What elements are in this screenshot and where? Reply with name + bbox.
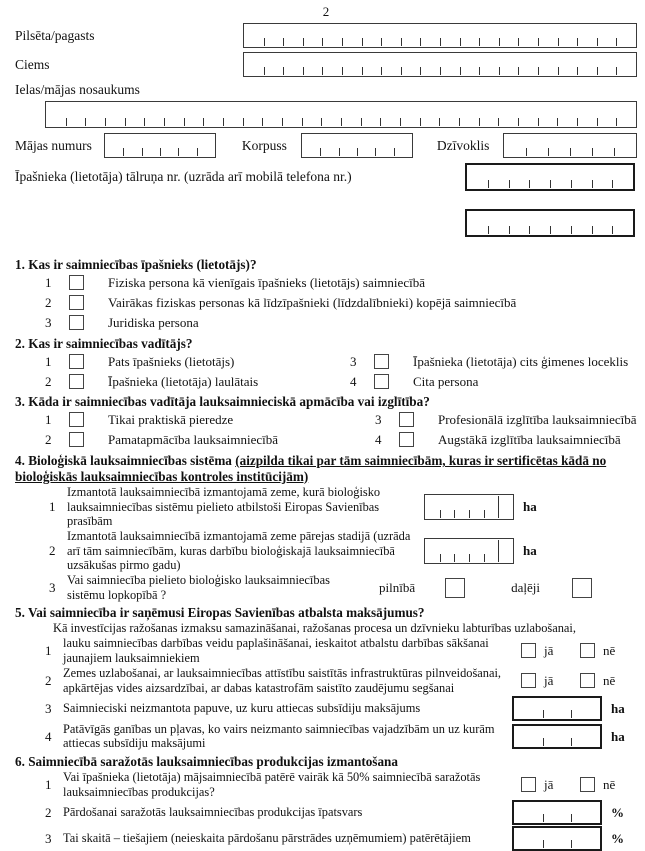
comb-tick [548, 148, 549, 156]
house-number-input[interactable] [104, 133, 216, 158]
q5-item-2 [15, 666, 637, 695]
comb-tick [550, 226, 551, 234]
q4-title-underlined: (aizpilda tikai par tām saimniecībām, kuras ir sertificētas kādā no bioloģiskās lauksaimniecības kontroles institūcijām) [15, 452, 607, 484]
question-2 [15, 336, 637, 392]
q4-item-2-ha-input[interactable] [424, 538, 514, 564]
comb-tick [499, 38, 500, 46]
option-label: Juridiska persona [108, 315, 199, 331]
q3-option-2 [15, 430, 320, 450]
q6-item-3 [15, 826, 637, 851]
comb-tick [616, 67, 617, 75]
question-5 [15, 605, 637, 751]
q2-option-2 [15, 371, 320, 391]
comb-tick [557, 118, 558, 126]
ha-unit-label: ha [611, 728, 625, 744]
comb-tick [264, 38, 265, 46]
comb-tick [526, 148, 527, 156]
comb-tick [282, 118, 283, 126]
option-number: 1 [45, 275, 52, 291]
question-6 [15, 754, 637, 851]
q5-intro: Kā investīcijas ražošanas izmaksu samazināšanai, ražošanas procesa un dzīvnieku labturības uzlabošanai, [53, 620, 576, 635]
comb-tick [469, 554, 470, 562]
item-number: 1 [45, 777, 52, 793]
comb-tick [571, 814, 572, 822]
q6-item-2 [15, 800, 637, 825]
comb-tick [577, 67, 578, 75]
q3-option-3-checkbox[interactable] [399, 412, 414, 427]
street-label: Ielas/mājas nosaukums [15, 82, 140, 98]
option-label: Tikai praktiskā pieredze [108, 412, 234, 428]
partially-label: daļēji [511, 580, 540, 596]
q2-option-3-checkbox[interactable] [374, 354, 389, 369]
q1-option-1 [15, 273, 637, 293]
comb-tick [543, 738, 544, 746]
q1-option-1-checkbox[interactable] [69, 275, 84, 290]
comb-tick [283, 38, 284, 46]
option-label: Īpašnieka (lietotāja) laulātais [108, 373, 259, 389]
comb-tick [518, 67, 519, 75]
q3-option-4-checkbox[interactable] [399, 432, 414, 447]
q4-title [15, 453, 637, 484]
comb-tick [529, 180, 530, 188]
city-label: Pilsēta/pagasts [15, 27, 95, 43]
option-label: Pats īpašnieks (lietotājs) [108, 353, 235, 369]
comb-tick [85, 118, 86, 126]
comb-tick [420, 67, 421, 75]
comb-tick [362, 67, 363, 75]
ha-unit-label: ha [523, 543, 537, 559]
q4-item-1-ha-input[interactable] [424, 494, 514, 520]
q4-item-2 [15, 529, 637, 572]
percent-unit-label: % [611, 831, 624, 846]
q5-item-1-no-checkbox[interactable] [580, 643, 595, 658]
item-number: 3 [45, 700, 52, 716]
question-4 [15, 453, 637, 602]
comb-tick [597, 38, 598, 46]
comb-tick [570, 148, 571, 156]
comb-tick [243, 118, 244, 126]
q2-option-1 [15, 351, 320, 371]
comb-tick [283, 67, 284, 75]
q4-item-3-fully-checkbox[interactable] [445, 578, 465, 598]
item-label: Saimnieciski neizmantota papuve, uz kuru attiecas subsīdiju maksājums [63, 701, 421, 716]
q1-option-3 [15, 313, 637, 333]
comb-tick [144, 118, 145, 126]
comb-tick [339, 148, 340, 156]
option-number: 1 [45, 353, 52, 369]
comb-tick [498, 540, 499, 562]
item-number: 4 [45, 728, 52, 744]
q2-title: 2. Kas ir saimniecības vadītājs? [15, 335, 193, 351]
block-input[interactable] [301, 133, 413, 158]
comb-tick [342, 38, 343, 46]
comb-tick [375, 148, 376, 156]
q3-option-4 [320, 430, 637, 450]
option-number: 4 [375, 432, 382, 448]
option-number: 2 [45, 432, 52, 448]
comb-tick [577, 118, 578, 126]
q6-item-1 [15, 770, 637, 799]
comb-tick [320, 148, 321, 156]
item-number: 1 [49, 499, 56, 515]
q1-option-3-checkbox[interactable] [69, 315, 84, 330]
comb-tick [498, 496, 499, 518]
comb-tick [518, 118, 519, 126]
comb-tick [459, 118, 460, 126]
q6-title: 6. Saimniecībā saražotās lauksaimniecības produkcijas izmantošana [15, 753, 398, 769]
option-number: 3 [350, 353, 357, 369]
comb-tick [612, 226, 613, 234]
item-number: 2 [45, 805, 52, 820]
item-label: Izmantotā lauksaimniecībā izmantojamā zeme pārejas stadijā (uzrāda arī tām saimniecībām, kuras darbību bioloģiskajā lauksaimniecībā uzsākušas pirmo gadu) [67, 529, 411, 573]
comb-tick [223, 118, 224, 126]
comb-tick [529, 226, 530, 234]
q6-item-2-percent-input[interactable] [512, 800, 602, 825]
question-1 [15, 257, 637, 333]
comb-tick [381, 67, 382, 75]
item-number: 2 [49, 543, 56, 559]
comb-tick [571, 840, 572, 848]
comb-tick [160, 148, 161, 156]
comb-tick [543, 710, 544, 718]
city-row [15, 21, 637, 50]
comb-tick [303, 38, 304, 46]
comb-tick [105, 118, 106, 126]
comb-tick [264, 67, 265, 75]
comb-tick [538, 38, 539, 46]
no-label: nē [603, 777, 616, 793]
q3-option-1-checkbox[interactable] [69, 412, 84, 427]
comb-tick [420, 38, 421, 46]
comb-tick [509, 226, 510, 234]
q5-item-1 [15, 636, 637, 665]
option-number: 2 [45, 373, 52, 389]
village-input[interactable] [243, 52, 637, 77]
apartment-input[interactable] [503, 133, 637, 158]
ha-unit-label: ha [523, 499, 537, 515]
comb-tick [302, 118, 303, 126]
q6-item-3-percent-input[interactable] [512, 826, 602, 851]
yes-label: jā [544, 643, 554, 659]
q3-title: 3. Kāda ir saimniecības vadītāja lauksaimnieciskā apmācība vai izglītība? [15, 394, 430, 410]
q5-item-2-yes-checkbox[interactable] [521, 673, 536, 688]
question-3 [15, 394, 637, 450]
comb-tick [322, 67, 323, 75]
page-number: 2 [322, 4, 330, 19]
comb-tick [558, 67, 559, 75]
no-label: nē [603, 672, 616, 688]
q5-item-1-yes-checkbox[interactable] [521, 643, 536, 658]
comb-tick [498, 118, 499, 126]
phone-row [15, 163, 637, 191]
comb-tick [440, 510, 441, 518]
comb-tick [440, 38, 441, 46]
apartment-label: Dzīvoklis [436, 137, 490, 153]
item-number: 2 [45, 672, 52, 688]
q2-option-1-checkbox[interactable] [69, 354, 84, 369]
comb-tick [592, 226, 593, 234]
option-label: Cita persona [413, 373, 479, 389]
q2-option-4 [320, 371, 637, 391]
comb-tick [479, 118, 480, 126]
comb-tick [381, 38, 382, 46]
item-label: lauku saimniecības darbības veidu paplašināšanai, ieskaitot atbalstu darbības sākšanai jaunajiem lauksaimniekiem [63, 636, 489, 665]
comb-tick [571, 180, 572, 188]
comb-tick [592, 180, 593, 188]
comb-tick [420, 118, 421, 126]
option-number: 2 [45, 295, 52, 311]
comb-tick [592, 148, 593, 156]
comb-tick [543, 840, 544, 848]
q5-title: 5. Vai saimniecība ir saņēmusi Eiropas Savienības atbalsta maksājumus? [15, 605, 425, 621]
comb-tick [558, 38, 559, 46]
comb-tick [362, 38, 363, 46]
option-label: Fiziska persona kā vienīgais īpašnieks (lietotājs) saimniecībā [108, 275, 425, 291]
q4-item-3 [15, 573, 637, 602]
comb-tick [484, 510, 485, 518]
phone-input-2[interactable] [465, 209, 635, 237]
house-label: Mājas numurs [15, 137, 92, 153]
comb-tick [571, 738, 572, 746]
q2-option-3 [320, 351, 637, 371]
comb-tick [197, 148, 198, 156]
q6-item-1-no-checkbox[interactable] [580, 777, 595, 792]
option-number: 1 [45, 412, 52, 428]
item-label: Patāvīgās ganības un pļavas, ko vairs neizmanto saimniecības vajadzībām un uz kurām attiecas subsīdiju maksājumi [63, 722, 495, 751]
comb-tick [66, 118, 67, 126]
block-label: Korpuss [241, 137, 287, 153]
comb-tick [440, 67, 441, 75]
comb-tick [203, 118, 204, 126]
comb-tick [322, 38, 323, 46]
city-input[interactable] [243, 23, 637, 48]
item-label: Pārdošanai saražotās lauksaimniecības produkcijas īpatsvars [63, 805, 363, 820]
house-row [15, 130, 637, 161]
option-number: 3 [375, 412, 382, 428]
comb-tick [616, 38, 617, 46]
ha-unit-label: ha [611, 700, 625, 716]
q6-item-1-yes-checkbox[interactable] [521, 777, 536, 792]
comb-tick [400, 118, 401, 126]
q5-item-4-ha-input[interactable] [512, 724, 602, 749]
item-number: 3 [49, 580, 56, 596]
comb-tick [460, 38, 461, 46]
comb-tick [142, 148, 143, 156]
comb-tick [361, 118, 362, 126]
q3-option-1 [15, 410, 320, 430]
comb-tick [550, 180, 551, 188]
comb-tick [125, 118, 126, 126]
comb-tick [538, 118, 539, 126]
phone-input-1[interactable] [465, 163, 635, 191]
option-number: 4 [350, 373, 357, 389]
percent-unit-label: % [611, 805, 624, 820]
phone-row-2 [15, 209, 637, 237]
comb-tick [509, 180, 510, 188]
q1-title: 1. Kas ir saimniecības īpašnieks (lietotājs)? [15, 257, 257, 273]
comb-tick [484, 554, 485, 562]
option-label: Profesionālā izglītība lauksaimniecībā [438, 412, 637, 428]
option-label: Vairākas fiziskas personas kā līdzīpašnieki (līdzdalībnieki) kopējā saimniecībā [108, 295, 517, 311]
comb-tick [321, 118, 322, 126]
comb-tick [178, 148, 179, 156]
no-label: nē [603, 643, 616, 659]
item-label: Vai īpašnieka (lietotāja) mājsaimniecībā patērē vairāk kā 50% saimniecībā saražotās lauksaimniecības produkcijas? [63, 770, 481, 799]
item-number: 1 [45, 643, 52, 659]
comb-tick [184, 118, 185, 126]
q3-option-2-checkbox[interactable] [69, 432, 84, 447]
comb-tick [342, 67, 343, 75]
q4-item-1 [15, 485, 637, 528]
comb-tick [616, 118, 617, 126]
item-label: Tai skaitā – tiešajiem (neieskaita pārdošanu pārstrādes uzņēmumiem) patērētājiem [63, 831, 471, 846]
comb-tick [543, 814, 544, 822]
yes-label: jā [544, 777, 554, 793]
comb-tick [597, 118, 598, 126]
q5-item-3 [15, 696, 637, 721]
option-label: Īpašnieka (lietotāja) cits ģimenes loceklis [413, 353, 629, 369]
comb-tick [123, 148, 124, 156]
comb-tick [518, 38, 519, 46]
option-label: Pamatapmācība lauksaimniecībā [108, 432, 279, 448]
comb-tick [454, 554, 455, 562]
q2-option-4-checkbox[interactable] [374, 374, 389, 389]
comb-tick [460, 67, 461, 75]
q1-option-2-checkbox[interactable] [69, 295, 84, 310]
comb-tick [538, 67, 539, 75]
street-input[interactable] [45, 101, 637, 128]
village-row [15, 50, 637, 79]
item-number: 3 [45, 831, 52, 846]
comb-tick [577, 38, 578, 46]
comb-tick [597, 67, 598, 75]
q2-option-2-checkbox[interactable] [69, 374, 84, 389]
option-label: Augstākā izglītība lauksaimniecībā [438, 432, 621, 448]
comb-tick [612, 180, 613, 188]
item-label: Izmantotā lauksaimniecībā izmantojamā zeme, kurā bioloģisko lauksaimniecības sistēmu pielieto atbilstoši Eiropas Savienības prasībām [67, 485, 381, 528]
comb-tick [262, 118, 263, 126]
q4-title-plain: 4. Bioloģiskā lauksaimniecības sistēma [15, 452, 236, 468]
q5-item-4 [15, 722, 637, 751]
comb-tick [164, 118, 165, 126]
comb-tick [439, 118, 440, 126]
comb-tick [499, 67, 500, 75]
q3-option-3 [320, 410, 637, 430]
comb-tick [571, 226, 572, 234]
comb-tick [303, 67, 304, 75]
option-number: 3 [45, 315, 52, 331]
comb-tick [394, 148, 395, 156]
q4-item-3-partially-checkbox[interactable] [572, 578, 592, 598]
comb-tick [357, 148, 358, 156]
comb-tick [440, 554, 441, 562]
comb-tick [614, 148, 615, 156]
comb-tick [479, 67, 480, 75]
comb-tick [380, 118, 381, 126]
item-label: Zemes uzlabošanai, ar lauksaimniecības attīstību saistītās infrastruktūras pilnveidošanai, apkārtējas vides aizsardzībai, ar dabas katastrofām saistīto zaudējumu segšanai [63, 666, 502, 695]
comb-tick [469, 510, 470, 518]
comb-tick [488, 226, 489, 234]
comb-tick [488, 180, 489, 188]
comb-tick [571, 710, 572, 718]
item-label: Vai saimniecība pielieto bioloģisko lauksaimniecības sistēmu lopkopībā ? [67, 573, 330, 602]
q5-item-2-no-checkbox[interactable] [580, 673, 595, 688]
comb-tick [401, 38, 402, 46]
comb-tick [454, 510, 455, 518]
comb-tick [341, 118, 342, 126]
fully-label: pilnībā [379, 580, 416, 596]
comb-tick [479, 38, 480, 46]
village-label: Ciems [15, 56, 50, 72]
yes-label: jā [544, 672, 554, 688]
q5-item-3-ha-input[interactable] [512, 696, 602, 721]
comb-tick [401, 67, 402, 75]
phone-label: Īpašnieka (lietotāja) tālruņa nr. (uzrāda arī mobilā telefona nr.) [15, 169, 352, 185]
q1-option-2 [15, 293, 637, 313]
